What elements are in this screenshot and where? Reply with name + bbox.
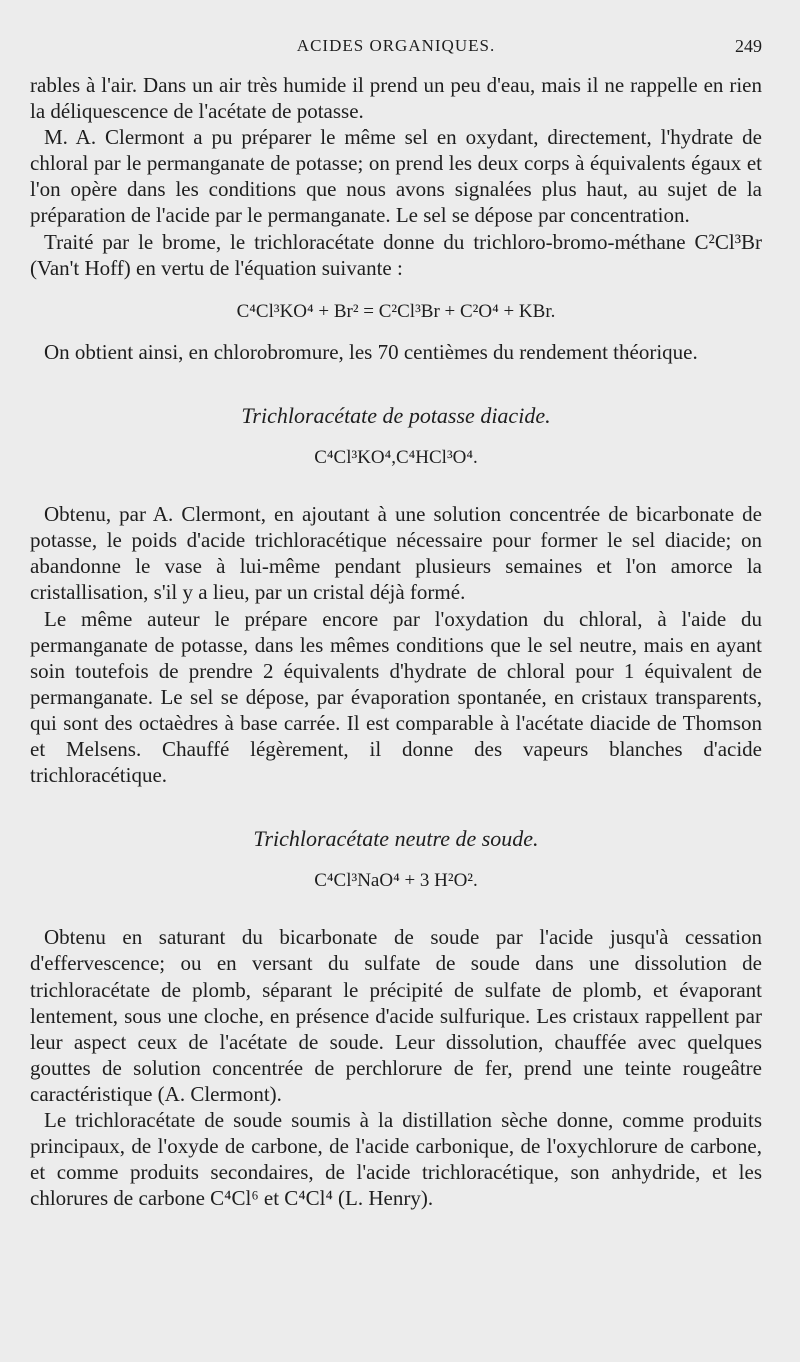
running-head: ACIDES ORGANIQUES. [296,36,496,55]
page-number: 249 [735,36,762,56]
paragraph-continued: rables à l'air. Dans un air très humide il prend un peu d'eau, mais il ne rappelle en rien la déliquescence de l'acétate de potasse. [30,73,762,124]
page-header [30,36,762,66]
page-body [30,72,762,1211]
paragraph-diacide-preparation: Obtenu, par A. Clermont, en ajoutant à une solution concentrée de bicarbonate de potasse, le poids d'acide trichloracétique nécessaire pour former le sel diacide; on abandonne le vase à lui-même pendant plusieurs semaines et l'on amorce la cristallisation, s'il y a lieu, par un cristal déjà formé. [30,502,762,605]
section-title-potasse-diacide: Trichloracétate de potasse diacide. [241,402,551,428]
paragraph-yield: On obtient ainsi, en chlorobromure, les 70 centièmes du rendement théorique. [44,339,698,364]
paragraph-soude-distillation: Le trichloracétate de soude soumis à la distillation sèche donne, comme produits principaux, de l'oxyde de carbone, de l'acide carbonique, de l'oxychlorure de carbone, et comme produits secondaires, de l'acide trichloracétique, son anhydride, et les chlorures de carbone C⁴Cl⁶ et C⁴Cl⁴ (L. Henry). [30,1108,762,1211]
formula-potasse-diacide: C⁴Cl³KO⁴,C⁴HCl³O⁴. [314,447,478,469]
paragraph-diacide-oxidation: Le même auteur le prépare encore par l'oxydation du chloral, à l'aide du permanganate de potasse, dans les mêmes conditions que le sel neutre, mais en ayant soin toutefois de prendre 2 équivalents d'hydrate de chloral pour 1 équivalent de permanganate. Le sel se dépose, par évaporation spontanée, en cristaux transparents, qui sont des octaèdres à base carrée. Il est comparable à l'acétate diacide de Thomson et Melsens. Chauffé légèrement, il donne des vapeurs blanches d'acide trichloracétique. [30,606,762,788]
section-title-soude-neutre: Trichloracétate neutre de soude. [253,826,539,852]
formula-soude-neutre: C⁴Cl³NaO⁴ + 3 H²O². [314,870,478,892]
equation-bromination: C⁴Cl³KO⁴ + Br² = C²Cl³Br + C²O⁴ + KBr. [236,300,556,322]
paragraph-clermont-oxidation: M. A. Clermont a pu préparer le même sel en oxydant, directement, l'hydrate de chloral par le permanganate de potasse; on prend les deux corps à équivalents égaux et l'on opère dans les conditions que nous avons signalées plus haut, au sujet de la préparation de l'acide par le permanganate. Le sel se dépose par concentration. [30,125,762,228]
paragraph-soude-preparation: Obtenu en saturant du bicarbonate de soude par l'acide jusqu'à cessation d'effervescence; ou en versant du sulfate de soude dans une dissolution de trichloracétate de plomb, séparant le précipité de sulfate de plomb, et évaporant lentement, sous une cloche, en présence d'acide sulfurique. Les cristaux rappellent par leur aspect ceux de l'acétate de soude. Leur dissolution, chauffée avec quelques gouttes de solution concentrée de perchlorure de fer, prend une teinte rougeâtre caractéristique (A. Clermont). [30,925,762,1106]
paragraph-brome-reaction: Traité par le brome, le trichloracétate donne du trichloro-bromo-méthane C²Cl³Br (Van't Hoff) en vertu de l'équation suivante : [30,229,762,280]
